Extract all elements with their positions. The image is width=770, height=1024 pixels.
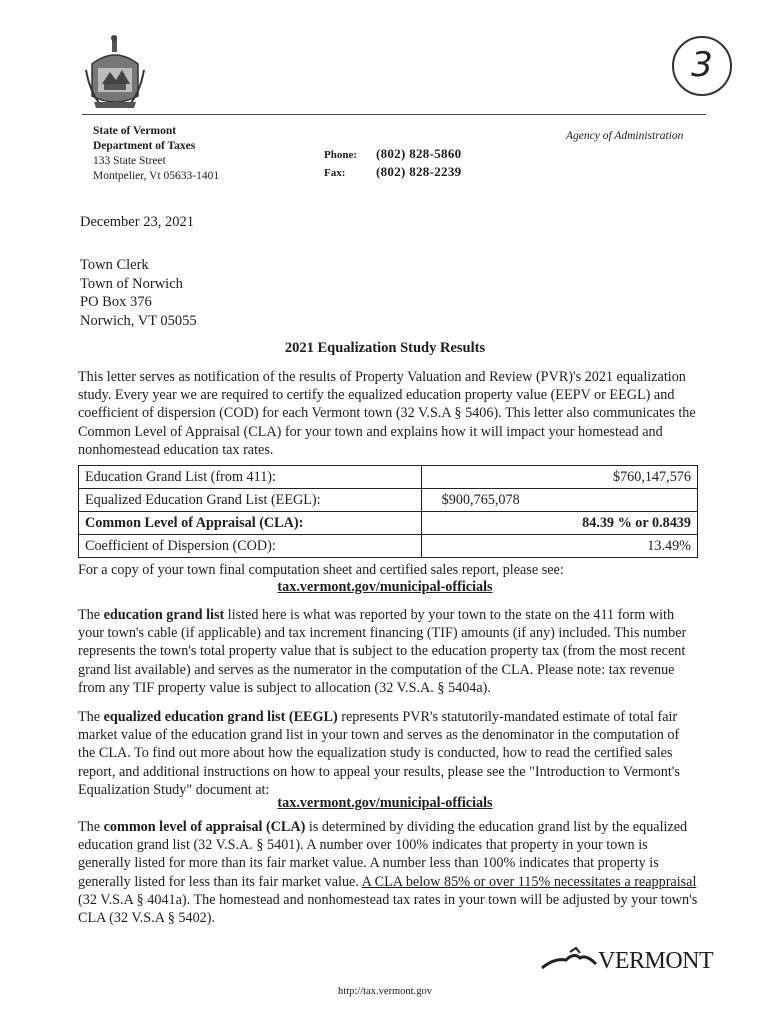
- sender-street: 133 State Street: [93, 155, 166, 167]
- eegl-pre: The: [78, 709, 104, 725]
- letter-title: 2021 Equalization Study Results: [284, 340, 486, 356]
- sender-state: State of Vermont: [93, 125, 177, 137]
- fax-label: Fax:: [324, 167, 346, 179]
- egl-body: listed here is what was reported by your town to the state on the 411 form with your town's cable (if applicable) and tax increment financing (TIF) amounts (if any) included. This number represents the town's total property value that is subject to the education property tax (from the most recent grand list available) and serves as the numerator in the computation of the CLA. Please note: tax revenue from any TIF property value is subject to allocation (32 V.S.A. § 5404a).: [78, 607, 687, 696]
- agency-name: Agency of Administration: [566, 130, 684, 142]
- municipal-officials-link-2[interactable]: tax.vermont.gov/municipal-officials: [277, 795, 493, 811]
- eegl-paragraph: [78, 708, 700, 799]
- egl-term: education grand list: [103, 607, 225, 623]
- table-row: [79, 535, 698, 558]
- sender-city: Montpelier, Vt 05633-1401: [93, 170, 220, 182]
- table-row: [79, 512, 698, 535]
- cla-pre: The: [78, 819, 104, 835]
- row-value: [539, 489, 697, 512]
- copy-instructions: For a copy of your town final computation sheet and certified sales report, please see:: [78, 562, 564, 578]
- footer-url: http://tax.vermont.gov: [338, 986, 432, 997]
- fax-number: (802) 828-2239: [376, 164, 462, 179]
- cla-term: common level of appraisal (CLA): [103, 819, 306, 835]
- phone-number: (802) 828-5860: [376, 146, 462, 161]
- recipient-line: PO Box 376: [80, 294, 152, 310]
- row-value: $760,147,576: [539, 466, 697, 489]
- row-label: Coefficient of Dispersion (COD):: [79, 535, 422, 558]
- eegl-body: represents PVR's statutorily-mandated estimate of total fair market value of the education grand list in your town and serves as the denominator in the computation of the CLA. To find out more about how the equalization study is conducted, how to read the certified sales report, and additional instructions on how to appeal your results, please see the "Introduction to Vermont's Equalization Study" document at:: [78, 709, 680, 798]
- results-table: [78, 465, 698, 558]
- row-middle-value: $900,765,078: [422, 489, 540, 512]
- recipient-address: [80, 256, 197, 330]
- egl-paragraph: [78, 606, 700, 697]
- row-label: Common Level of Appraisal (CLA):: [79, 512, 422, 535]
- state-seal-icon: [84, 34, 146, 110]
- cla-body: is determined by dividing the education grand list by the equalized education grand list (32 V.S.A. § 5401). A number over 100% indicates that property in your town is generally listed for more than its fair market value. A number less than 100% indicates that property is generally listed for less than its fair market value.: [78, 819, 688, 890]
- row-value: 13.49%: [539, 535, 697, 558]
- row-value: 84.39 % or 0.8439: [539, 512, 697, 535]
- letter-date: December 23, 2021: [80, 214, 194, 230]
- cla-reappraisal-note: A CLA below 85% or over 115% necessitates a reappraisal: [361, 873, 697, 890]
- row-middle-value: [422, 535, 540, 558]
- vermont-logo-text: VERMONT: [598, 948, 714, 974]
- recipient-line: Town Clerk: [80, 257, 149, 273]
- row-label: Education Grand List (from 411):: [79, 466, 422, 489]
- cla-body-end: (32 V.S.A § 4041a). The homestead and nonhomestead tax rates in your town will be adjusted by your town's CLA (32 V.S.A § 5402).: [78, 891, 698, 927]
- table-row: [79, 489, 698, 512]
- phone-label: Phone:: [324, 149, 357, 161]
- row-middle-value: [422, 466, 540, 489]
- sender-address: [93, 124, 219, 184]
- recipient-line: Norwich, VT 05055: [80, 312, 197, 329]
- egl-pre: The: [78, 607, 104, 623]
- header-divider: [82, 114, 706, 115]
- recipient-line: Town of Norwich: [80, 275, 183, 292]
- cla-paragraph: [78, 818, 700, 927]
- municipal-officials-link[interactable]: tax.vermont.gov/municipal-officials: [277, 579, 493, 595]
- contact-block: [324, 146, 461, 182]
- eegl-term: equalized education grand list (EEGL): [103, 709, 338, 725]
- intro-paragraph: This letter serves as notification of the results of Property Valuation and Review (PVR)'s 2021 equalization study. Every year we are required to certify the equalized education property value (EEPV or EEGL) and coefficient of dispersion (COD) for each Vermont town (32 V.S.A § 5406). This letter also communicates the Common Level of Appraisal (CLA) for your town and explains how it will impact your homestead and nonhomestead education tax rates.: [78, 369, 696, 458]
- row-label: Equalized Education Grand List (EEGL):: [79, 489, 422, 512]
- sender-department: Department of Taxes: [93, 140, 196, 152]
- row-middle-value: [422, 512, 540, 535]
- page-number-annotation: 3: [672, 36, 732, 96]
- table-row: [79, 466, 698, 489]
